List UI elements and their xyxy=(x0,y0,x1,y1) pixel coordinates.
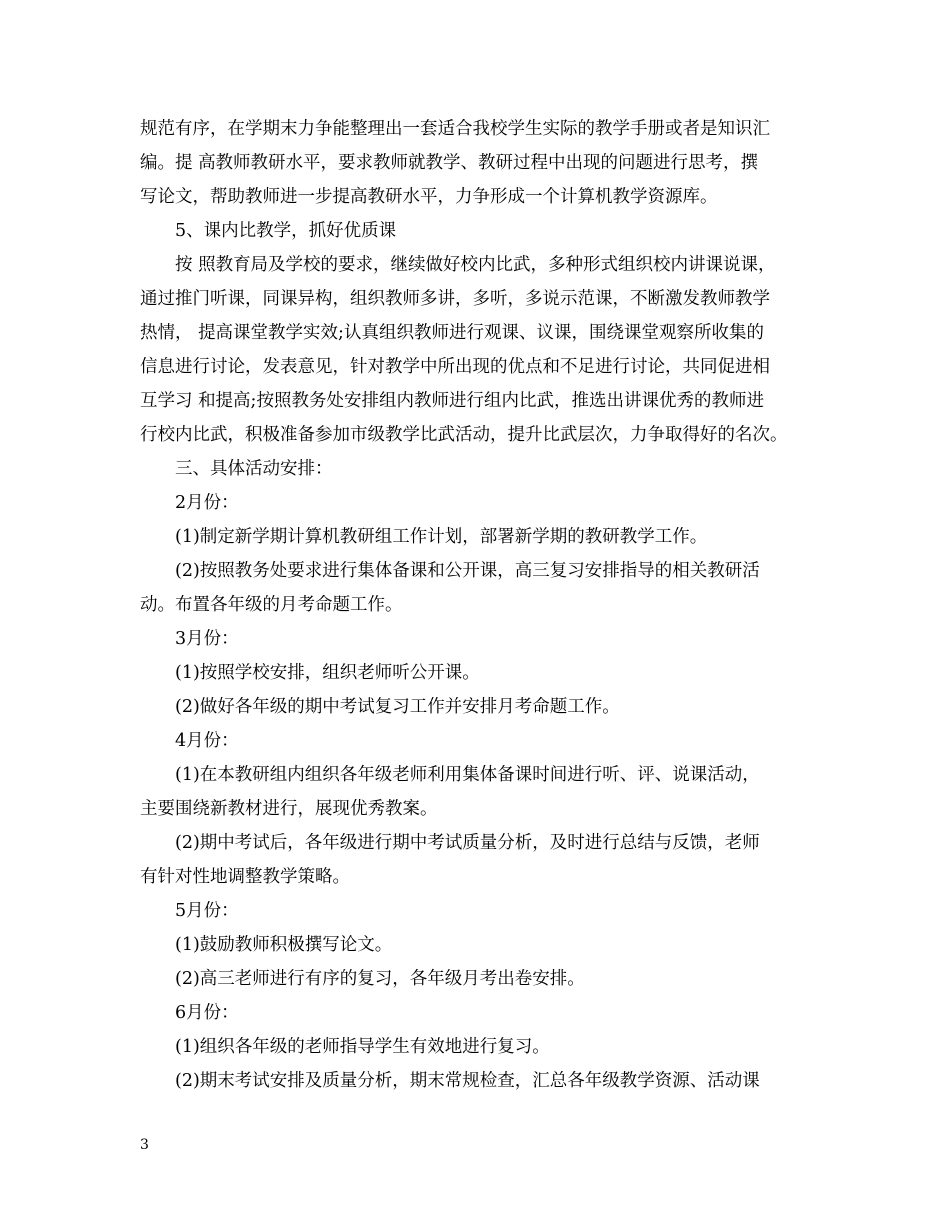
text-line: (1)制定新学期计算机教研组工作计划，部署新学期的教研教学工作。 xyxy=(175,527,708,547)
page-number: 3 xyxy=(140,1137,149,1153)
document-body xyxy=(140,112,830,1098)
text-line: 按 照教育局及学校的要求，继续做好校内比武，多种形式组织校内讲课说课， xyxy=(175,255,776,275)
text-line: 编。提 高教师教研水平，要求教师就教学、教研过程中出现的问题进行思考，撰 xyxy=(140,153,759,173)
text-line: 动。布置各年级的月考命题工作。 xyxy=(140,595,403,615)
text-line: (1)鼓励教师积极撰写论文。 xyxy=(175,935,393,955)
text-line: 通过推门听课，同课异构，组织教师多讲，多听，多说示范课，不断激发教师教学 xyxy=(140,289,770,309)
text-line: 写论文，帮助教师进一步提高教研水平，力争形成一个计算机教学资源库。 xyxy=(140,187,718,207)
text-line: 4月份： xyxy=(175,731,239,751)
text-line: 互学习 和提高;按照教务处安排组内教师进行组内比武，推选出讲课优秀的教师进 xyxy=(140,391,764,411)
text-line: (2)期中考试后，各年级进行期中考试质量分析，及时进行总结与反馈，老师 xyxy=(175,833,760,853)
text-line: (2)按照教务处要求进行集体备课和公开课，高三复习安排指导的相关教研活 xyxy=(175,561,760,581)
text-line: 热情， 提高课堂教学实效;认真组织教师进行观课、议课，围绕课堂观察所收集的 xyxy=(140,323,764,343)
text-line: (1)按照学校安排，组织老师听公开课。 xyxy=(175,663,480,683)
text-line: (2)做好各年级的期中考试复习工作并安排月考命题工作。 xyxy=(175,697,620,717)
text-line: (1)在本教研组内组织各年级老师利用集体备课时间进行听、评、说课活动， xyxy=(175,765,760,785)
text-line: (2)期末考试安排及质量分析，期末常规检查，汇总各年级教学资源、活动课 xyxy=(175,1071,760,1091)
text-line: 5月份： xyxy=(175,901,239,921)
text-line: 三、具体活动安排： xyxy=(175,459,333,479)
text-line: 有针对性地调整教学策略。 xyxy=(140,867,350,887)
text-line: 规范有序，在学期末力争能整理出一套适合我校学生实际的教学手册或者是知识汇 xyxy=(140,119,770,139)
text-line: 行校内比武，积极准备参加市级教学比武活动，提升比武层次，力争取得好的名次。 xyxy=(140,425,788,445)
text-line: 信息进行讨论，发表意见，针对教学中所出现的优点和不足进行讨论，共同促进相 xyxy=(140,357,770,377)
text-line: 3月份： xyxy=(175,629,239,649)
text-line: 2月份： xyxy=(175,493,239,513)
text-line: (1)组织各年级的老师指导学生有效地进行复习。 xyxy=(175,1037,550,1057)
text-line: 主要围绕新教材进行，展现优秀教案。 xyxy=(140,799,438,819)
text-line: 6月份： xyxy=(175,1003,239,1023)
text-line: 5、课内比教学，抓好优质课 xyxy=(175,221,397,241)
text-line: (2)高三老师进行有序的复习，各年级月考出卷安排。 xyxy=(175,969,585,989)
